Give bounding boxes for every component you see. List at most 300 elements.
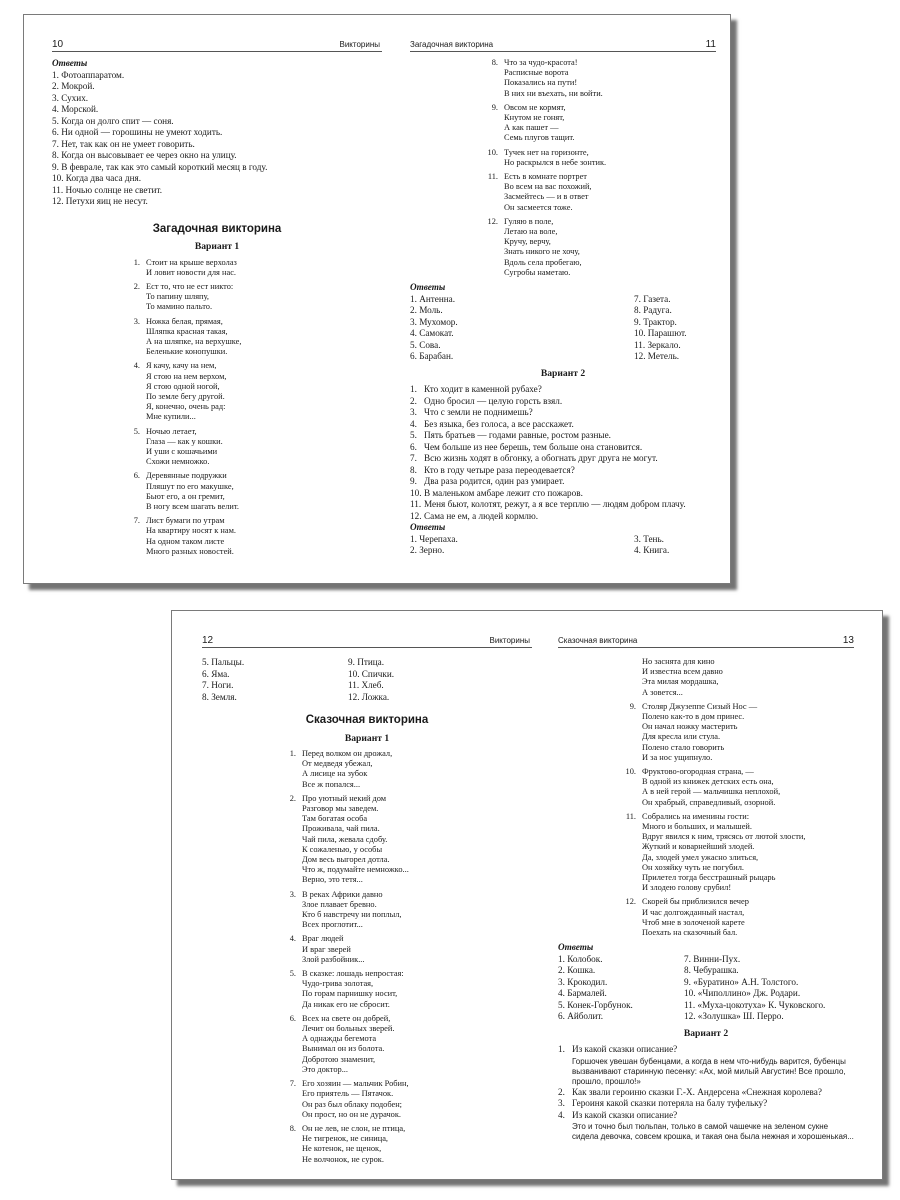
question-text-block [424,407,716,419]
page-body [52,58,382,561]
riddle-line: Про уютный некий дом [302,793,387,803]
question-item [558,1087,854,1099]
riddle-item [618,812,854,894]
riddle-line: И час долгожданный настал, [642,907,745,917]
answer-item: 6. Барабан. [410,351,454,362]
riddle-line: Чтоб мне в золоченой карете [642,917,745,927]
answer-item: 4. Морской. [52,104,99,114]
answers-grid [410,294,716,363]
riddle-line: Все ж попался... [302,779,361,789]
riddle-line: И за нос ущипнуло. [642,752,713,762]
riddle-line: Летаю на воле, [504,227,558,237]
riddle-line: Дом весь выгорел дотла. [302,855,390,865]
riddle-text [642,812,854,894]
riddle-number: 2. [289,793,296,803]
riddle-line: Знать никого не хочу, [504,247,580,257]
question-number: 10. [410,487,422,498]
riddle-item [278,794,532,886]
question-item [410,396,716,408]
riddle-line: Полено как-то в дом принес. [642,712,745,722]
question-text-block [424,499,716,511]
riddle-line: Ножка белая, прямая, [146,316,223,326]
question-text: Пять братьев — годами равные, ростом разные. [424,430,611,441]
answer-item: 11. Ночью солнце не светит. [52,184,163,195]
riddle-number: 5. [289,969,296,979]
riddles-list [202,749,532,1165]
answer-item: 12. Ложка. [348,691,390,702]
riddle-line: Лист бумаги по утрам [146,516,225,526]
riddles-list [52,258,382,557]
riddle-line: Разговор мы заведем. [302,804,379,814]
question-text-block [424,430,716,442]
answer-item: 6. Ни одной — горошины не умеют ходить. [52,127,223,137]
riddle-line: Ночью летает, [146,426,197,436]
riddle-line: Кнутом не гонят, [504,113,565,123]
answer-item: 11. «Муха-цокотуха» К. Чуковского. [684,999,826,1010]
riddle-text [302,969,532,1010]
riddle-line: Он не лев, не слон, не птица, [302,1123,406,1133]
question-number: 11. [410,499,422,510]
question-text-block [424,453,716,465]
riddle-number: 6. [289,1013,296,1023]
answer-item: 10. Парашют. [634,328,687,339]
riddle-item [480,58,716,99]
riddle-line: Добротою знаменит, [302,1054,376,1064]
riddle-text [146,282,382,313]
riddle-line: Лечит он больных зверей. [302,1024,395,1034]
riddle-text [146,317,382,358]
question-item [410,499,716,511]
answer-item: 7. Нет, так как он не умеет говорить. [52,138,195,149]
riddle-line: Его приятель — Пятачок. [302,1089,394,1099]
riddle-line: Прилетел тогда бесстрашный рыцарь [642,873,776,883]
answers-grid-2 [410,534,716,557]
page-number: 12 [202,635,214,646]
question-text-block [572,1098,854,1110]
question-text-block [424,384,716,396]
running-header [558,635,854,648]
question-number: 5. [410,430,417,441]
question-text-block [572,1044,854,1087]
riddle-item [122,282,382,313]
riddle-line: Я стою на нем верхом, [146,371,227,381]
riddle-item [278,1079,532,1120]
question-item [410,442,716,454]
riddle-line: Но заснята для кино [642,657,715,666]
question-item [558,1110,854,1143]
answer-item: 9. «Буратино» А.Н. Толстого. [684,976,799,987]
riddle-line: Вдоль села пробегаю, [504,257,582,267]
riddle-line: Вдруг явился к ним, трясясь от лютой злости, [642,832,806,842]
section-title: Сказочная викторина [305,714,429,726]
question-text: Меня бьют, колотят, режут, а я все терплю — людям добром плачу. [424,499,686,510]
question-item [410,430,716,442]
riddle-line: Враг людей [302,934,344,944]
page-number: 11 [705,39,716,50]
answer-item: 6. Айболит. [558,1011,604,1022]
answer-item: 1. Фотоаппаратом. [52,69,125,80]
question-item [410,407,716,419]
riddle-line: Во всем на вас похожий, [504,182,592,192]
riddle-line: Много и больших, и малышей. [642,822,752,832]
question-text-block [424,396,716,408]
riddle-line: Кто б навстречу ни поплыл, [302,910,402,920]
riddle-line: Чай пила, жевала сдобу. [302,834,388,844]
question-text-block [424,511,716,523]
riddle-line: Но раскрылся в небе зонтик. [504,157,607,167]
riddle-line: И известна всем давно [642,667,723,677]
riddle-line: Собрались на именины гости: [642,811,750,821]
question-text: Героиня какой сказки потеряла на балу туфельку? [572,1098,768,1109]
page-body [410,58,716,557]
riddles-list [410,58,716,278]
riddle-line: Он хозяйку чуть не погубил. [642,862,745,872]
answer-item: 8. Когда он высовывает ее через окно на улицу. [52,150,237,160]
answer-item: 2. Мокрой. [52,81,95,91]
page-11 [410,15,716,583]
answer-item: 1. Колобок. [558,953,603,964]
riddle-line: Стоит на крыше верхолаз [146,257,237,267]
riddle-line: Что ж, подумайте немножко... [302,865,409,875]
riddle-line: Беленькие конопушки. [146,347,228,357]
riddle-number: 10. [487,147,498,157]
question-text-block [424,419,716,431]
answer-item: 12. Метель. [634,351,680,362]
question-text-block [424,488,716,500]
question-number: 1. [558,1044,565,1055]
riddle-line: И ловит новости для нас. [146,267,237,277]
question-text-block [572,1110,854,1143]
answer-item: 10. «Чиполлино» Дж. Родари. [684,988,801,999]
question-item [410,511,716,523]
riddle-line: Он храбрый, справедливый, озорной. [642,797,776,807]
running-header [202,635,532,648]
questions-list [410,384,716,522]
riddle-line: Он начал ножку мастерить [642,722,738,732]
riddle-line: В одной из книжек детских есть она, [642,777,774,787]
riddle-line: Он засмеется тоже. [504,202,573,212]
riddle-item [618,702,854,763]
riddle-line: Он прост, но он не дурачок. [302,1109,402,1119]
answer-item: 9. Трактор. [634,316,677,327]
riddle-number: 11. [625,811,636,821]
variant-heading: Вариант 2 [683,1027,729,1039]
riddle-item [480,103,716,144]
riddle-line: Чудо-грива золотая, [302,979,374,989]
answer-item: 5. Сова. [410,339,441,350]
riddle-line: Не тигренок, не синица, [302,1134,389,1144]
riddle-number: 11. [487,172,498,182]
answer-item: 8. Радуга. [634,305,672,316]
page-body [558,657,854,1142]
question-number: 4. [558,1109,565,1120]
answers-list [52,70,382,208]
riddle-number: 2. [133,281,140,291]
riddle-item [278,934,532,965]
question-number: 9. [410,476,417,487]
riddle-number: 12. [487,216,498,226]
riddle-text [302,1014,532,1075]
question-number: 3. [558,1098,565,1109]
riddle-line: Скорей бы приблизился вечер [642,897,749,907]
riddle-line: Там богатая особа [302,814,368,824]
answers-heading: Ответы [558,942,594,953]
variant-heading: Вариант 2 [540,367,586,379]
riddle-number: 7. [133,516,140,526]
riddle-line: Эта милая мордашка, [642,677,719,687]
answer-item: 4. Книга. [634,545,670,556]
riddle-line: Бьют его, а он гремит, [146,491,225,501]
riddle-line: Схожи немножко. [146,457,210,467]
riddle-line: Я, конечно, очень рад: [146,402,226,412]
riddle-line: Деревянные подружки [146,471,227,481]
riddle-line: И враг зверей [302,944,351,954]
answers-column-2 [348,657,532,703]
riddle-line: Злое плавает бревно. [302,899,377,909]
riddle-line: Я стою одной ногой, [146,381,220,391]
answer-item: 12. Петухи яиц не несут. [52,196,148,206]
riddle-line: Есть в комнате портрет [504,172,587,182]
question-text: Из какой сказки описание? [572,1109,678,1120]
riddle-line: Жуткий и коварнейший злодей. [642,842,755,852]
running-header [410,39,716,52]
answer-item: 5. Когда он долго спит — соня. [52,115,174,126]
answers-heading: Ответы [410,282,446,293]
page-10 [52,15,382,583]
riddle-line: А как пашет — [504,123,559,133]
question-number: 7. [410,453,417,464]
riddles-list [558,702,854,938]
riddle-number: 3. [289,889,296,899]
riddle-line: На квартиру носят к нам. [146,526,237,536]
answer-item: 7. Газета. [634,293,671,304]
question-text: Кто ходит в каменной рубахе? [424,384,542,395]
variant-heading: Вариант 1 [194,241,240,252]
answers-column-2 [566,294,716,363]
riddle-line: Глаза — как у кошки. [146,436,223,446]
question-number: 4. [410,418,417,429]
answer-item: 3. Крокодил. [558,976,608,987]
riddle-line: И злодею голову срубил! [642,883,732,893]
riddle-item [122,516,382,557]
riddle-text [146,427,382,468]
riddle-line: Он раз был облаку подобен; [302,1099,403,1109]
riddle-line: Много разных новостей. [146,546,234,556]
riddle-line: Вынимал он из болота. [302,1044,385,1054]
riddle-text [146,471,382,512]
riddle-line: Сугробы наметаю. [504,267,571,277]
answers-grid [202,657,532,703]
riddle-line: Его хозяин — мальчик Робин, [302,1079,409,1089]
question-text: Два раза родится, один раз умирает. [424,476,565,487]
answer-item: 6. Яма. [202,668,230,679]
riddle-line: На одном таком листе [146,536,225,546]
riddle-line: Всех на свете он добрей, [302,1013,391,1023]
question-text: Кто в году четыре раза переодевается? [424,464,575,475]
answer-item: 3. Мухомор. [410,316,458,327]
question-item [410,384,716,396]
variant-heading: Вариант 1 [344,732,390,744]
riddle-line: То папину шляпу, [146,292,209,302]
riddle-text [302,890,532,931]
answer-item: 11. Зеркало. [634,339,681,350]
riddle-text [302,934,532,965]
riddle-line: К сожаленью, у особы [302,844,383,854]
riddle-text [504,148,716,168]
riddle-item [278,969,532,1010]
answers-column-1 [558,954,678,1023]
question-item [410,453,716,465]
riddle-text [146,361,382,422]
riddle-text [642,702,854,763]
riddle-line: Шляпка красная такая, [146,326,228,336]
riddle-line: И уши с кошачьими [146,446,218,456]
answer-item: 1. Черепаха. [410,533,458,544]
riddle-item [122,361,382,422]
riddle-line: Это доктор... [302,1064,348,1074]
questions-list [558,1044,854,1142]
answer-item: 9. В феврале, так как это самый короткий месяц в году. [52,161,268,172]
answer-item: 9. Птица. [348,657,385,667]
riddle-text [302,1124,532,1165]
page-12 [202,611,532,1179]
riddle-line: Для кресла или стула. [642,732,721,742]
riddle-line: Проживала, чай пила. [302,824,380,834]
question-text: Сама не ем, а людей кормлю. [424,510,539,521]
question-text-block [424,465,716,477]
section-title: Загадочная викторина [152,222,282,235]
riddle-line: По земле бегу другой. [146,391,225,401]
answer-item: 2. Моль. [410,305,443,316]
question-number: 12. [410,510,422,521]
riddle-item [122,258,382,278]
question-number: 3. [410,407,417,418]
riddle-text [302,749,532,790]
riddle-text [146,258,382,278]
riddle-item [278,1014,532,1075]
riddle-line: Овсом не кормят, [504,102,566,112]
question-text-block [572,1087,854,1099]
answers-heading-2: Ответы [410,522,446,533]
page-13 [558,611,854,1179]
riddle-line: Да никак его не сбросит. [302,999,390,1009]
riddle-item [122,471,382,512]
riddle-number: 10. [625,767,636,777]
question-text: Из какой сказки описание? [572,1044,678,1055]
question-text-block [424,442,716,454]
riddle-number: 5. [133,426,140,436]
riddle-text [302,794,532,886]
running-title: Сказочная викторина [558,636,638,645]
answer-item: 1. Антенна. [410,293,456,304]
riddle-line: Столяр Джузеппе Сизый Нос — [642,701,758,711]
answers-heading: Ответы [52,58,88,68]
riddle-line: Верно, это тетя... [302,875,363,885]
riddle-line: Не волчонок, не сурок. [302,1154,384,1164]
answer-item: 8. Чебурашка. [684,965,739,976]
riddle-line: Поехать на сказочный бал. [642,928,738,938]
riddle-item [618,767,854,808]
riddle-number: 4. [289,934,296,944]
riddle-line: Засмейтесь — и в ответ [504,192,589,202]
spread-pages-10-11 [23,14,731,584]
riddle-number: 8. [491,58,498,67]
riddle-number: 1. [133,257,140,267]
riddle-text [504,103,716,144]
answer-item: 10. Когда два часа дня. [52,173,142,183]
question-text-block [424,476,716,488]
riddle-line: В сказке: лошадь непростая: [302,969,404,979]
riddle-item [480,172,716,213]
riddle-line: А лисице на зубок [302,769,368,779]
answers-column-1 [410,294,560,363]
answer-item: 7. Винни-Пух. [684,953,741,964]
page-body [202,657,532,1169]
riddle-item [480,217,716,278]
answer-item: 4. Бармалей. [558,988,607,999]
question-text: Всю жизнь ходят в обгонку, а обогнать друг друга не могут. [424,453,658,464]
riddle-line: Гуляю в поле, [504,216,554,226]
riddle-line: В ногу всем шагать велит. [146,501,239,511]
riddle-text [642,897,854,938]
riddle-line: А в ней герой — мальчишка неплохой, [642,787,781,797]
answer-item: 12. «Золушка» Ш. Перро. [684,1011,784,1022]
riddle-text [642,767,854,808]
question-text: Чем больше из нее берешь, тем больше она становится. [424,441,643,452]
question-item [558,1044,854,1087]
question-number: 6. [410,441,417,452]
riddle-item [122,317,382,358]
riddle-line: Я качу, качу на нем, [146,361,217,371]
running-header [52,39,382,52]
riddle-line: Расписные ворота [504,68,569,78]
riddle-line: Мне купили... [146,412,196,422]
answer-item: 5. Конек-Горбунок. [558,999,633,1010]
riddle-line: По горам парнишку носит, [302,989,398,999]
riddle-item [618,897,854,938]
question-excerpt: Это и точно был тюльпан, только в самой чашечке на зеленом сукне сидела девочка, совсем крошка, и такая она была нежная и хорошенькая... [572,1122,854,1142]
riddle-line: Кручу, верчу, [504,237,551,247]
spread-pages-12-13 [171,610,883,1180]
question-number: 2. [410,395,417,406]
riddle-number: 6. [133,471,140,481]
question-item [410,476,716,488]
riddle-line: Полено стало говорить [642,742,725,752]
riddle-number: 4. [133,361,140,371]
riddle-number: 8. [289,1123,296,1133]
riddle-number: 1. [289,749,296,758]
riddle-number: 9. [491,102,498,112]
riddle-item [122,427,382,468]
riddle-line: Всех проглотит... [302,920,363,930]
question-number: 8. [410,464,417,475]
question-item [410,465,716,477]
riddle-line: А на шляпке, на верхушке, [146,336,242,346]
answers-column-1 [202,657,342,703]
question-text: Как звали героиню сказки Г.-Х. Андерсена «Снежная королева? [572,1086,822,1097]
answer-item: 2. Кошка. [558,965,596,976]
riddle-line: То мамино пальто. [146,302,213,312]
riddle-number: 3. [133,316,140,326]
riddle-text [504,217,716,278]
riddle-line: Перед волком он дрожал, [302,749,393,758]
question-number: 1. [410,384,417,395]
answers-column-1 [410,534,560,557]
answer-item: 5. Пальцы. [202,657,245,667]
riddle-line: Показались на пути! [504,78,578,88]
question-item [410,488,716,500]
riddle-item [278,749,532,790]
